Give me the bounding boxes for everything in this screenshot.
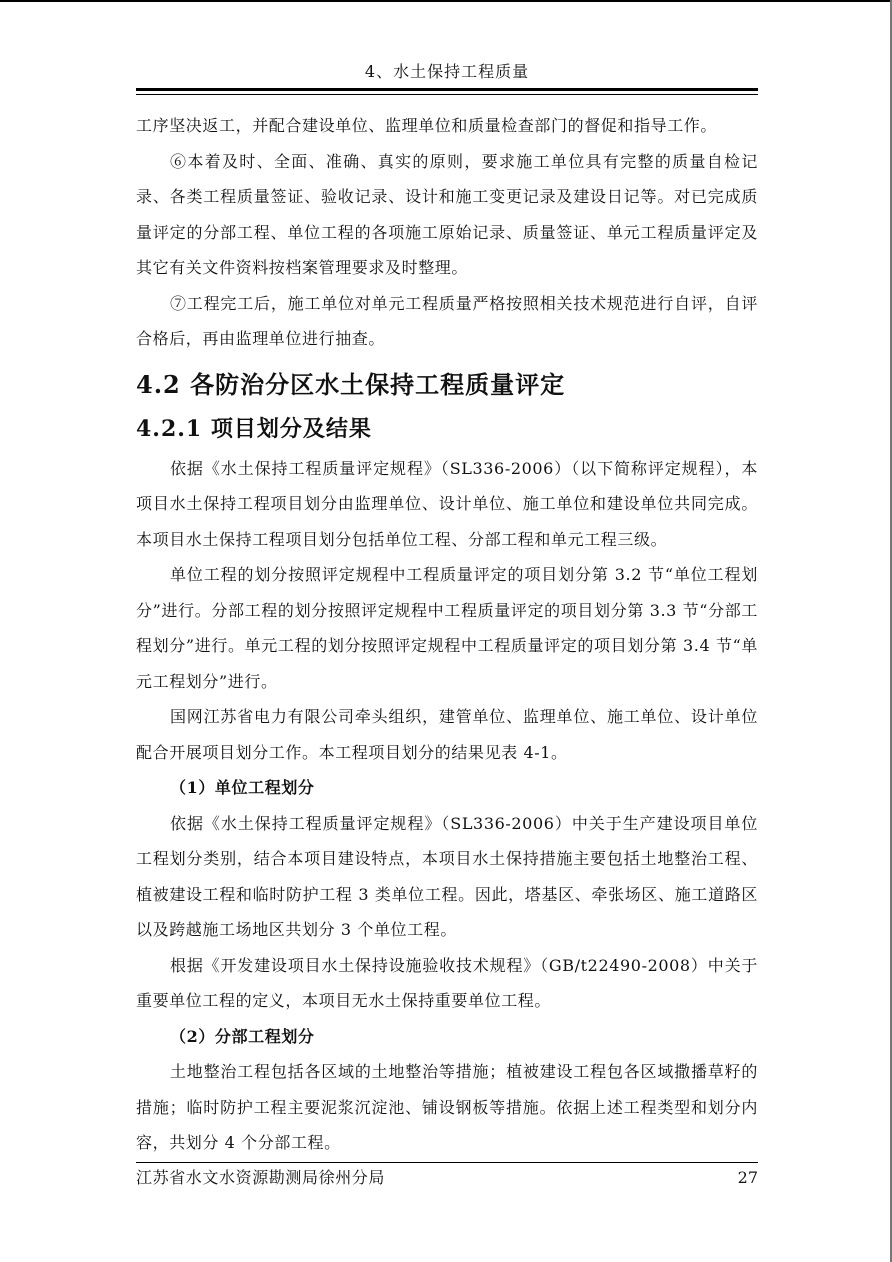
body-paragraph: 工序坚决返工，并配合建设单位、监理单位和质量检查部门的督促和指导工作。	[136, 116, 718, 135]
body-paragraph: 依据《水土保持工程质量评定规程》（SL336-2006）（以下简称评定规程），本项目水土保持工程项目划分由监理单位、设计单位、施工单位和建设单位共同完成。本项目水土保持工程项目划分包括单位工程、分部工程和单元工程三级。	[136, 458, 758, 549]
page-number: 27	[737, 1168, 758, 1187]
running-header: 4、水土保持工程质量	[364, 62, 530, 81]
part-heading: （2）分部工程划分	[170, 1026, 315, 1046]
body-paragraph: 土地整治工程包括各区域的土地整治等措施；植被建设工程包各区域撒播草籽的措施；临时防护工程主要泥浆沉淀池、铺设钢板等措施。依据上述工程类型和划分内容，共划分 4 个分部工程。	[136, 1062, 758, 1152]
body-paragraph: 国网江苏省电力有限公司牵头组织，建管单位、监理单位、施工单位、设计单位配合开展项目划分工作。本工程项目划分的结果见表 4-1。	[136, 707, 758, 762]
footer-rule	[136, 1162, 758, 1163]
section-heading: 4.2 各防治分区水土保持工程质量评定	[136, 369, 566, 399]
page-top-border	[0, 0, 892, 2]
body-paragraph: ⑦工程完工后，施工单位对单元工程质量严格按照相关技术规范进行自评，自评合格后，再由监理单位进行抽查。	[136, 293, 758, 348]
body-paragraph: 单位工程的划分按照评定规程中工程质量评定的项目划分第 3.2 节“单位工程划分”进行。分部工程的划分按照评定规程中工程质量评定的项目划分第 3.3 节“分部工程划分”进行。单元工程的划分按照评定规程中工程质量评定的项目划分第 3.4 节“单元工程划分”进行。	[136, 565, 758, 691]
page-body	[136, 108, 758, 1161]
part-heading: （1）单位工程划分	[170, 778, 315, 797]
subsection-heading: 4.2.1 项目划分及结果	[136, 415, 372, 442]
body-paragraph: 依据《水土保持工程质量评定规程》（SL336-2006）中关于生产建设项目单位工程划分类别，结合本项目建设特点，本项目水土保持措施主要包括土地整治工程、植被建设工程和临时防护工程 3 类单位工程。因此，塔基区、牵张场区、施工道路区以及跨越施工场地区共划分 3 个单位工程。	[136, 813, 758, 939]
body-paragraph: 根据《开发建设项目水土保持设施验收技术规程》（GB/t22490-2008）中关于重要单位工程的定义，本项目无水土保持重要单位工程。	[136, 955, 758, 1010]
body-paragraph: ⑥本着及时、全面、准确、真实的原则，要求施工单位具有完整的质量自检记录、各类工程质量签证、验收记录、设计和施工变更记录及建设日记等。对已完成质量评定的分部工程、单位工程的各项施工原始记录、质量签证、单元工程质量评定及其它有关文件资料按档案管理要求及时整理。	[136, 151, 758, 277]
footer-organization: 江苏省水文水资源勘测局徐州分局	[136, 1168, 386, 1187]
header-rule-thin	[136, 94, 758, 95]
header-rule-thick	[136, 88, 758, 91]
